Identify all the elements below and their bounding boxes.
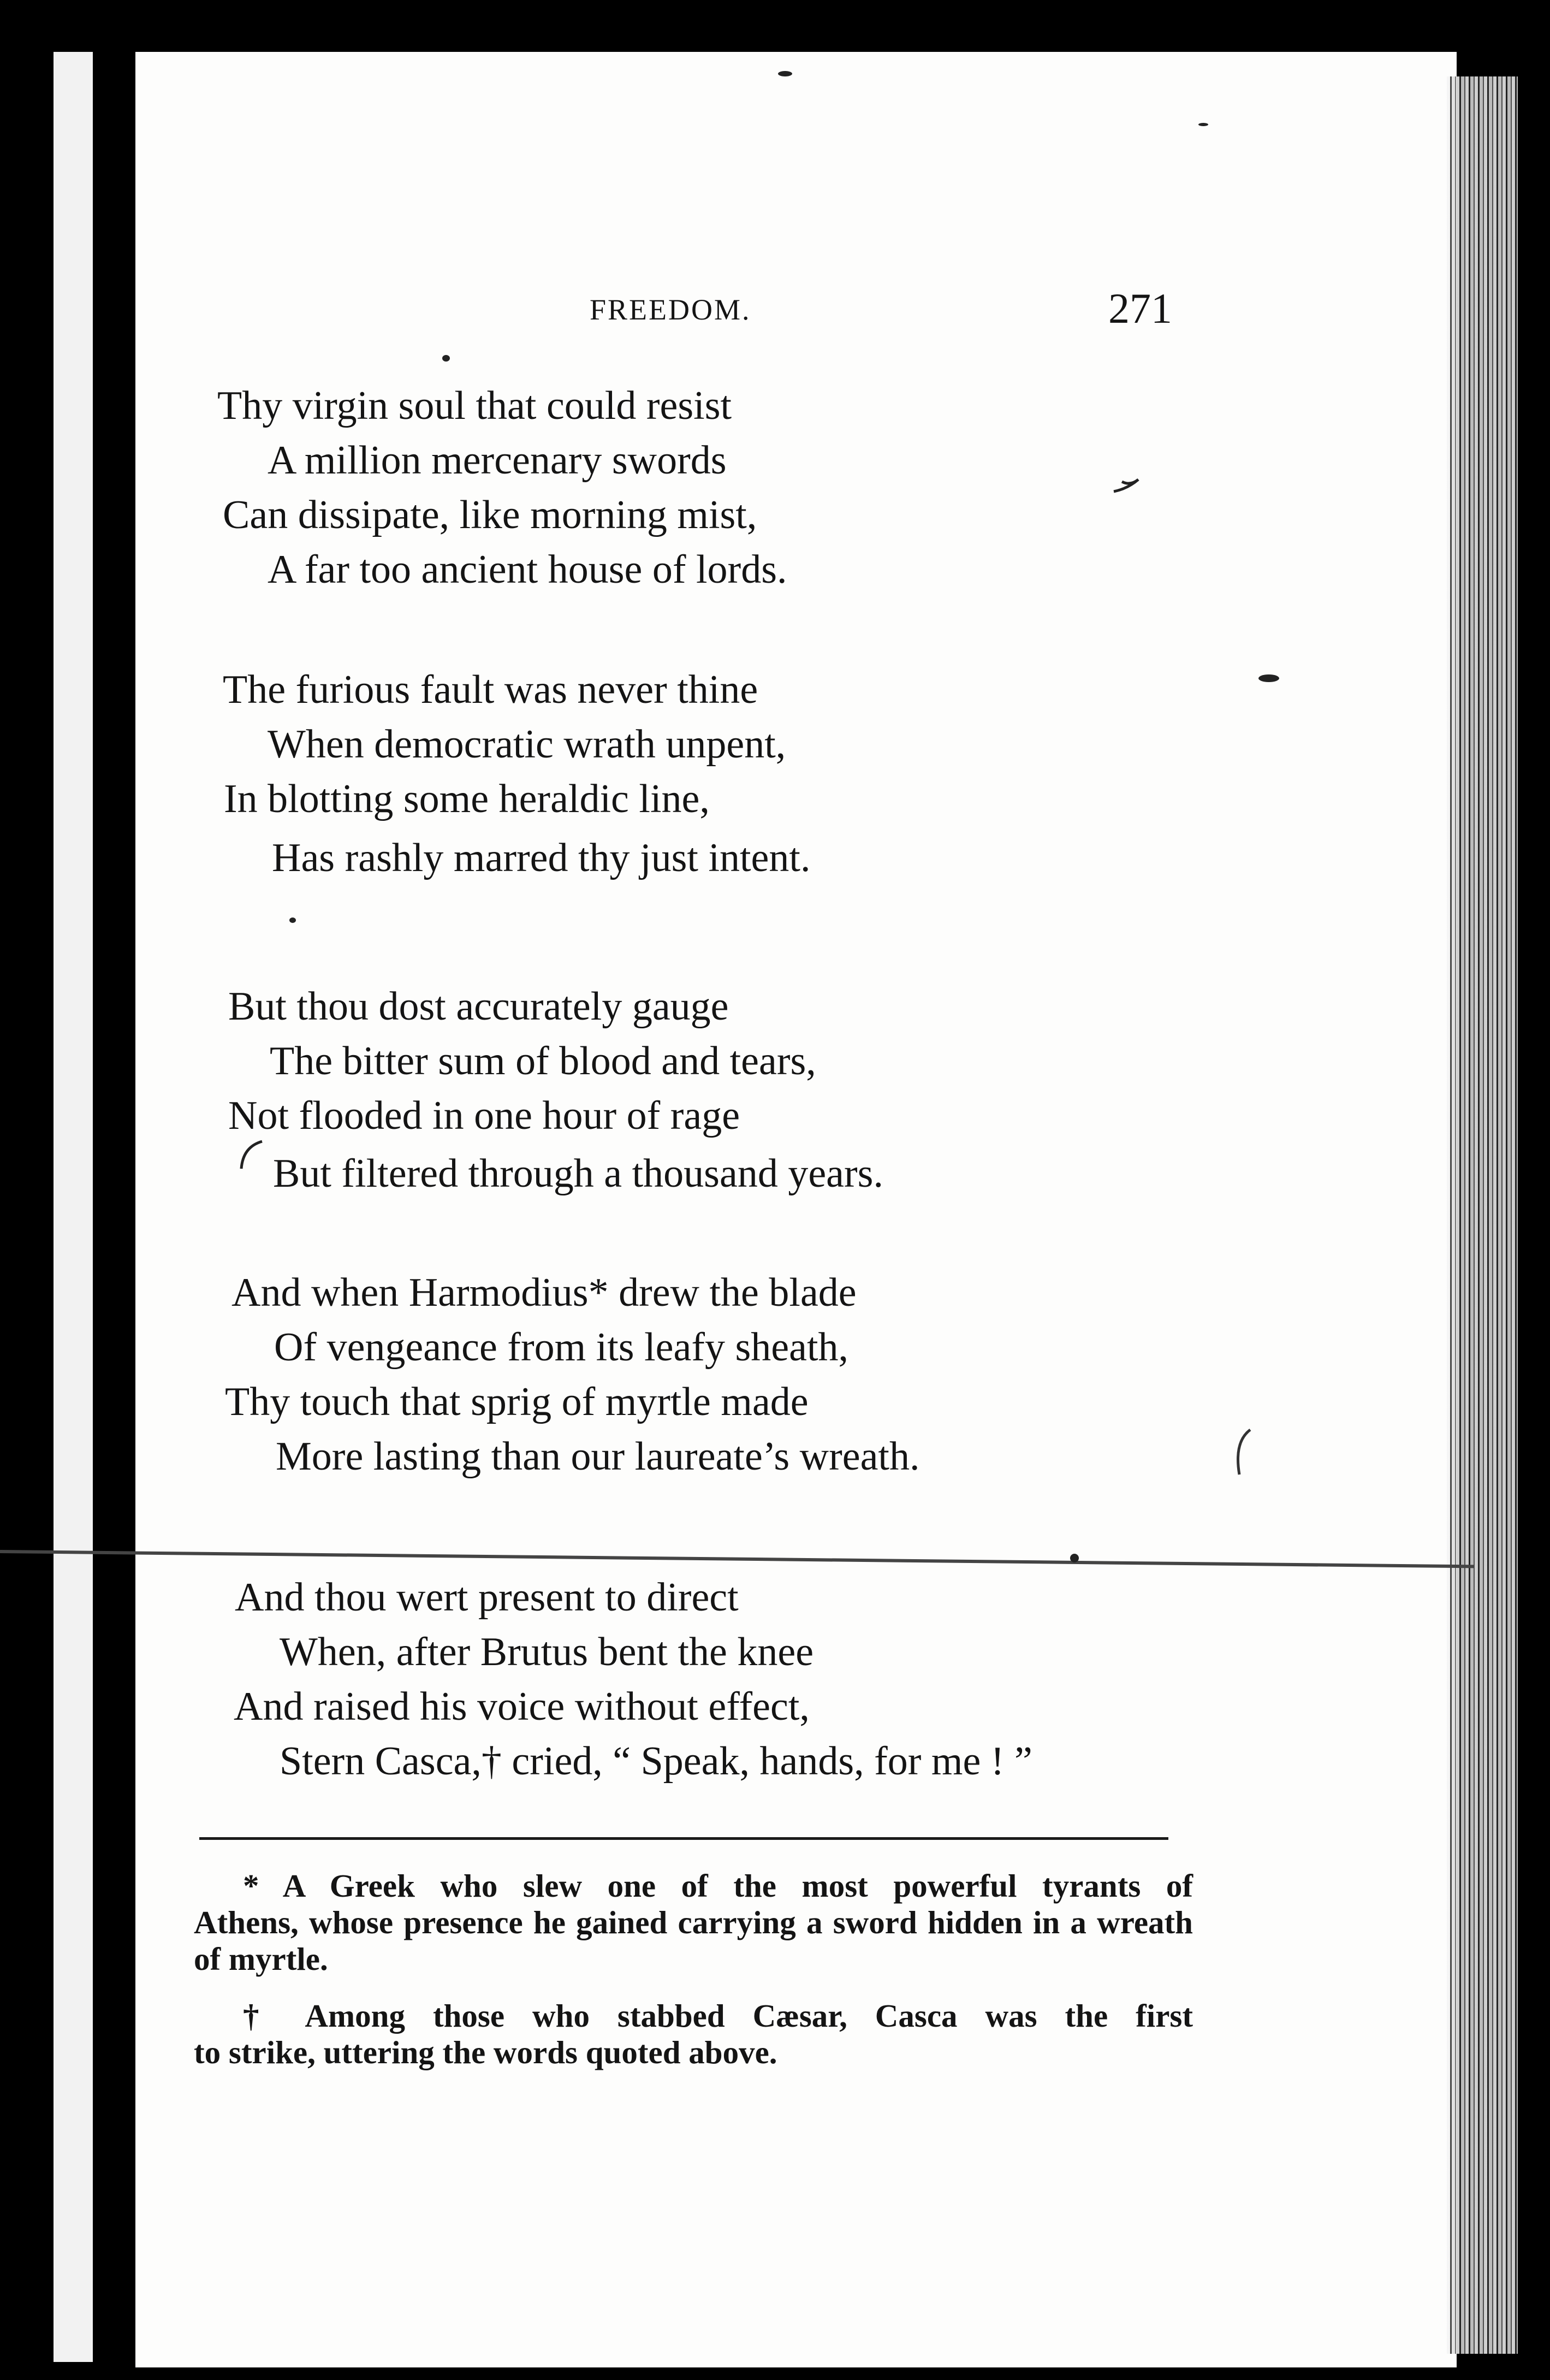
verse-line: And raised his voice without effect, (234, 1684, 810, 1729)
footnote-first-line: † Among those who stabbed Cæsar, Casca was the first (243, 1998, 1193, 2034)
scan-speck (1198, 123, 1208, 126)
footnote-body: Athens, whose presence he gained carrying a sword hidden in a wreath of myrtle. (194, 1904, 1193, 1977)
stray-mark-icon (1111, 475, 1144, 497)
verse-line: A far too ancient house of lords. (268, 547, 787, 592)
verse-line: The furious fault was never thine (223, 667, 758, 712)
verse-line: A million mercenary swords (268, 438, 727, 483)
page-edge-texture (1447, 76, 1518, 2354)
verse-line: Can dissipate, like morning mist, (223, 493, 757, 537)
scan-speck (778, 71, 792, 76)
verse-line: In blotting some heraldic line, (224, 777, 710, 821)
footnote-body: to strike, uttering the words quoted above. (194, 2034, 777, 2070)
scan-background (0, 0, 49, 2380)
verse-line: Thy virgin soul that could resist (217, 383, 732, 428)
verse-line: Not flooded in one hour of rage (228, 1093, 740, 1138)
footnote-rule (199, 1837, 1168, 1840)
verse-line: Of vengeance from its leafy sheath, (274, 1325, 849, 1370)
verse-line: And when Harmodius* drew the blade (231, 1270, 857, 1315)
verse-line: Has rashly marred thy just intent. (272, 836, 811, 880)
footnote-first-line: * A Greek who slew one of the most powerful tyrants of (243, 1868, 1193, 1904)
verse-line: But thou dost accurately gauge (228, 984, 729, 1029)
verse-line: Thy touch that sprig of myrtle made (225, 1380, 809, 1424)
running-title: FREEDOM. (590, 293, 751, 326)
scan-speck (289, 917, 296, 923)
facing-page-strip (54, 52, 93, 2362)
page-number: 271 (1108, 285, 1172, 332)
stray-mark-icon (1228, 1425, 1261, 1480)
scan-speck (1258, 674, 1279, 682)
verse-line: And thou wert present to direct (235, 1575, 739, 1620)
scan-speck (1070, 1554, 1079, 1562)
verse-line: When democratic wrath unpent, (268, 722, 786, 767)
stray-mark-icon (235, 1136, 268, 1180)
verse-line: Stern Casca,† cried, “ Speak, hands, for me ! ” (280, 1739, 1032, 1784)
verse-line: More lasting than our laureate’s wreath. (276, 1434, 920, 1479)
scan-speck (442, 355, 450, 362)
verse-line: But filtered through a thousand years. (273, 1151, 883, 1196)
footnote-casca (194, 1998, 1193, 2071)
verse-line: When, after Brutus bent the knee (280, 1630, 814, 1674)
footnote-harmodius (194, 1868, 1193, 1978)
verse-line: The bitter sum of blood and tears, (270, 1039, 816, 1084)
